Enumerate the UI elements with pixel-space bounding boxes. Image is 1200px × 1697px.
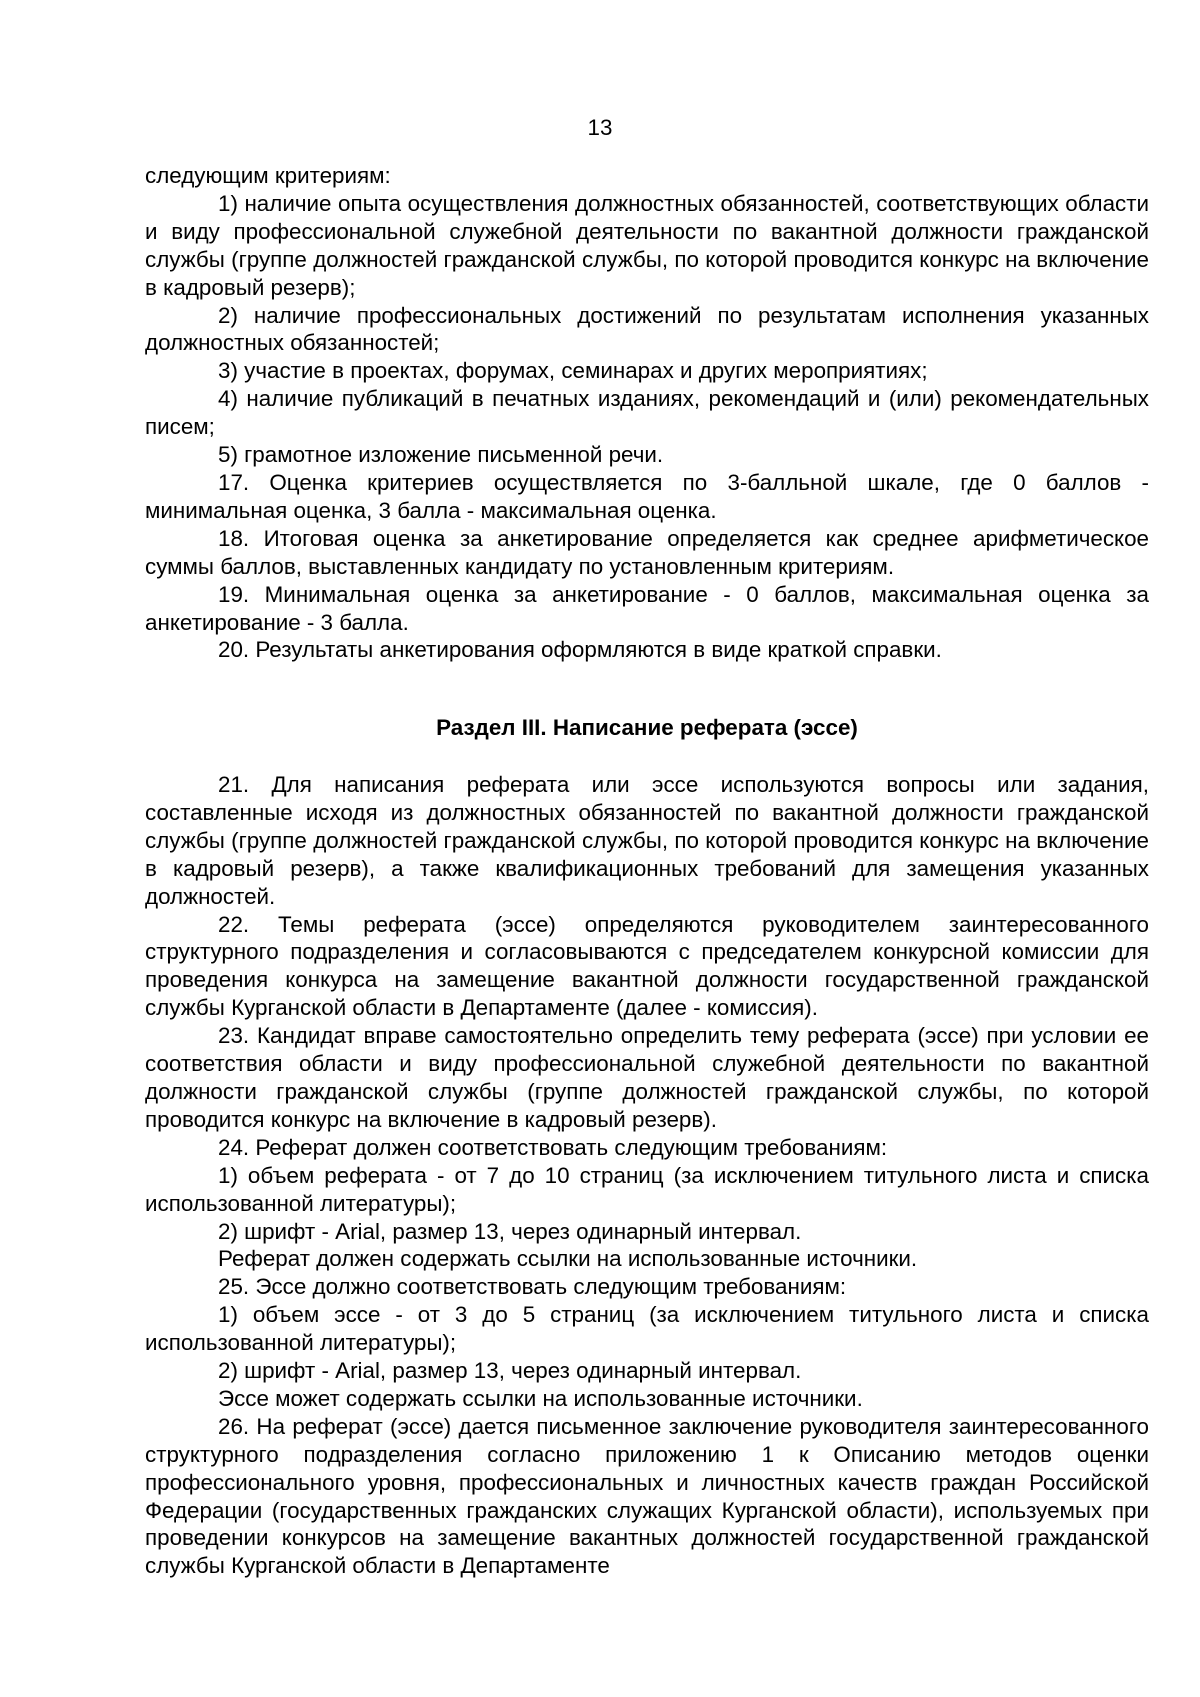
- paragraph: 5) грамотное изложение письменной речи.: [218, 442, 664, 468]
- section-1-body: [145, 162, 1149, 664]
- paragraph: Эссе может содержать ссылки на использованные источники.: [218, 1385, 863, 1411]
- page-number: 13: [587, 115, 613, 140]
- paragraph: 25. Эссе должно соответствовать следующим требованиям:: [218, 1274, 847, 1300]
- paragraph: 1) объем реферата - от 7 до 10 страниц (за исключением титульного листа и списка использованной литературы);: [145, 1162, 1149, 1216]
- paragraph: 1) объем эссе - от 3 до 5 страниц (за исключением титульного листа и списка использованной литературы);: [145, 1302, 1149, 1356]
- paragraph: 17. Оценка критериев осуществляется по 3-балльной шкале, где 0 баллов - минимальная оценка, 3 балла - максимальная оценка.: [145, 469, 1149, 523]
- paragraph: 3) участие в проектах, форумах, семинарах и других мероприятиях;: [218, 358, 928, 384]
- paragraph: 2) шрифт - Arial, размер 13, через одинарный интервал.: [218, 1358, 802, 1384]
- paragraph: 19. Минимальная оценка за анкетирование - 0 баллов, максимальная оценка за анкетирование - 3 балла.: [145, 581, 1149, 635]
- section-heading: Раздел III. Написание реферата (эссе): [436, 715, 858, 740]
- paragraph: 24. Реферат должен соответствовать следующим требованиям:: [218, 1134, 888, 1160]
- paragraph: 18. Итоговая оценка за анкетирование определяется как среднее арифметическое суммы баллов, выставленных кандидату по установленным критериям.: [145, 525, 1149, 579]
- paragraph: следующим критериям:: [145, 163, 391, 188]
- paragraph: 2) шрифт - Arial, размер 13, через одинарный интервал.: [218, 1218, 802, 1244]
- paragraph: 26. На реферат (эссе) дается письменное заключение руководителя заинтересованного структурного подразделения согласно приложению 1 к Описанию методов оценки профессионального уровня, профессиональных и личностных качеств граждан Российской Федерации (государственных гражданских служащих Курганской области), используемых при проведении конкурсов на замещение вакантных должностей государственной гражданской службы Курганской области в Департаменте: [145, 1413, 1149, 1579]
- section-2-body: [145, 771, 1149, 1580]
- paragraph: 20. Результаты анкетирования оформляются в виде краткой справки.: [218, 637, 942, 663]
- paragraph: 1) наличие опыта осуществления должностных обязанностей, соответствующих области и виду профессиональной служебной деятельности по вакантной должности гражданской службы (группе должностей гражданской службы, по которой проводится конкурс на включение в кадровый резерв);: [145, 190, 1149, 300]
- paragraph: 21. Для написания реферата или эссе используются вопросы или задания, составленные исходя из должностных обязанностей по вакантной должности гражданской службы (группе должностей гражданской службы, по которой проводится конкурс на включение в кадровый резерв), а также квалификационных требований для замещения указанных должностей.: [145, 772, 1149, 909]
- paragraph: 2) наличие профессиональных достижений по результатам исполнения указанных должностных обязанностей;: [145, 302, 1149, 356]
- paragraph: Реферат должен содержать ссылки на использованные источники.: [218, 1246, 918, 1272]
- paragraph: 4) наличие публикаций в печатных изданиях, рекомендаций и (или) рекомендательных писем;: [145, 386, 1149, 440]
- paragraph: 22. Темы реферата (эссе) определяются руководителем заинтересованного структурного подразделения и согласовываются с председателем конкурсной комиссии для проведения конкурса на замещение вакантной должности государственной гражданской службы Курганской области в Департаменте (далее - комиссия).: [145, 911, 1149, 1021]
- paragraph: 23. Кандидат вправе самостоятельно определить тему реферата (эссе) при условии ее соответствия области и виду профессиональной служебной деятельности по вакантной должности гражданской службы (группе должностей гражданской службы, по которой проводится конкурс на включение в кадровый резерв).: [145, 1023, 1149, 1132]
